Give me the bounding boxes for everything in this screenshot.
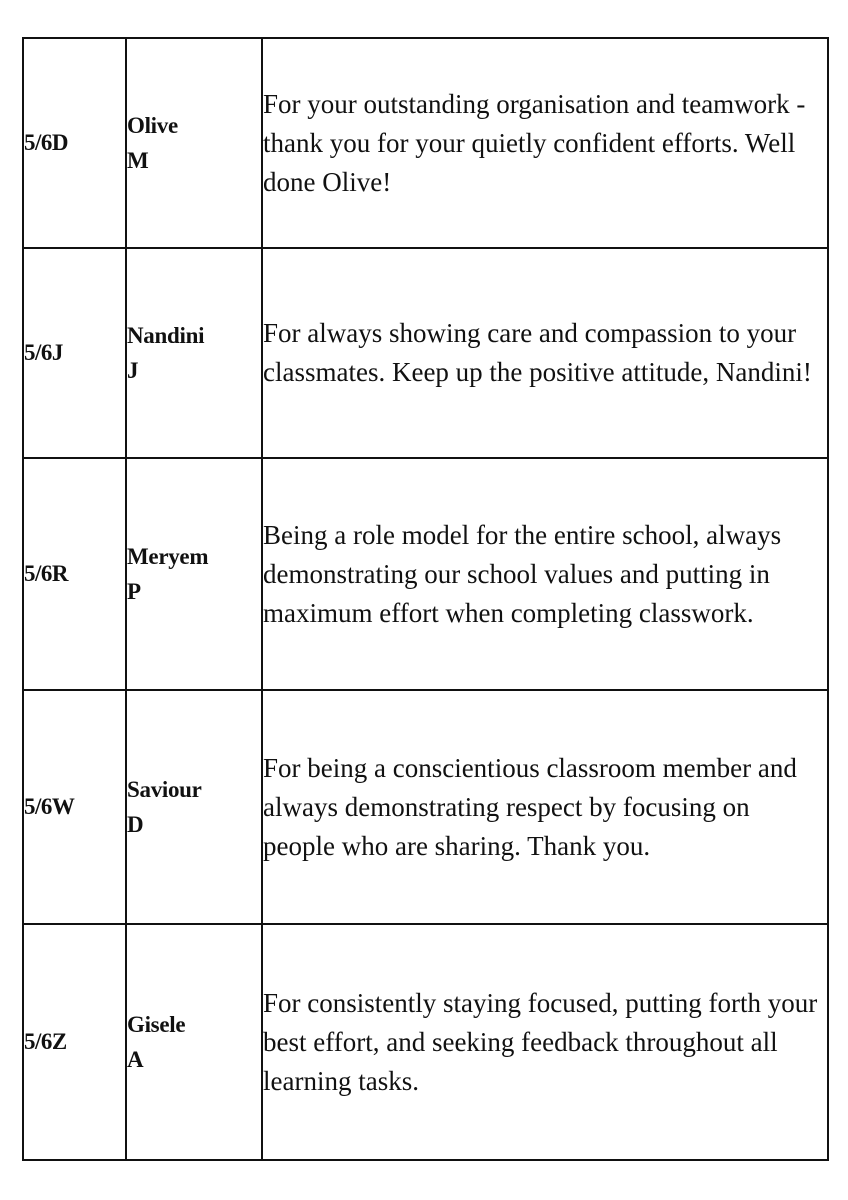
student-first-name: Saviour [127,777,202,802]
student-name-cell [126,38,262,248]
student-initial: A [127,1047,144,1072]
class-cell: 5/6J [23,248,126,458]
award-reason-cell: For consistently staying focused, putting forth your best effort, and seeking feedback throughout all learning tasks. [262,924,828,1160]
student-first-name: Meryem [127,544,209,569]
student-first-name: Gisele [127,1012,186,1037]
class-cell: 5/6Z [23,924,126,1160]
class-cell: 5/6W [23,690,126,924]
table-row [23,690,828,924]
student-initial: D [127,812,144,837]
awards-table [22,37,829,1161]
student-initial: M [127,148,149,173]
table-row [23,924,828,1160]
student-initial: J [127,358,139,383]
student-first-name: Nandini [127,323,205,348]
student-name-cell [126,248,262,458]
award-reason-cell: For your outstanding organisation and teamwork - thank you for your quietly confident efforts. Well done Olive! [262,38,828,248]
table-row [23,38,828,248]
award-reason-cell: For being a conscientious classroom member and always demonstrating respect by focusing on people who are sharing. Thank you. [262,690,828,924]
student-name-cell [126,690,262,924]
class-cell: 5/6D [23,38,126,248]
student-initial: P [127,579,141,604]
class-cell: 5/6R [23,458,126,690]
table-row [23,458,828,690]
award-reason-cell: Being a role model for the entire school, always demonstrating our school values and putting in maximum effort when completing classwork. [262,458,828,690]
student-name-cell [126,458,262,690]
student-first-name: Olive [127,113,178,138]
table-row [23,248,828,458]
award-reason-cell: For always showing care and compassion to your classmates. Keep up the positive attitude, Nandini! [262,248,828,458]
student-name-cell [126,924,262,1160]
